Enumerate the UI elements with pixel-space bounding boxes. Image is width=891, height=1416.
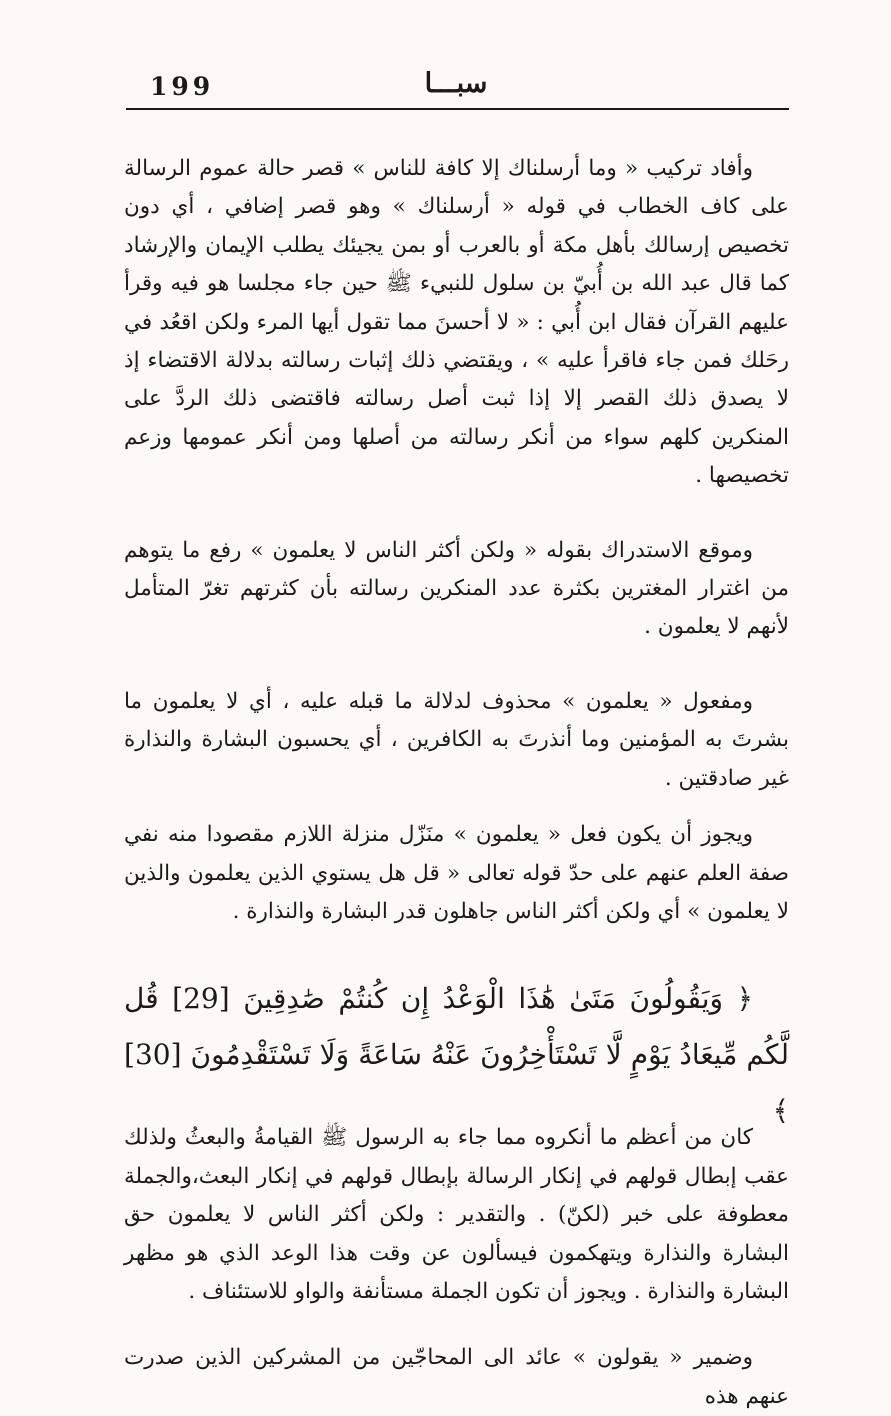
page-number: 199 <box>150 72 215 101</box>
paragraph-3: ومفعول « يعلمون » محذوف لدلالة ما قبله عليه ، أي لا يعلمون ما بشرتَ به المؤمنين وما أنذرتَ به الكافرين ، أي يحسبون البشارة والنذارة غير صادقتين . <box>124 688 789 791</box>
surah-title: سبـــا <box>424 68 488 99</box>
page-header <box>126 66 786 110</box>
paragraph-4: ويجوز أن يكون فعل « يعلمون » منَزّل منزلة اللازم مقصودا منه نفي صفة العلم عنهم على حدّ قوله تعالى « قل هل يستوي الذين يعلمون والذين لا يعلمون » أي ولكن أكثر الناس جاهلون قدر البشارة والنذارة . <box>124 822 789 924</box>
paragraph-1: وأفاد تركيب « وما أرسلناك إلا كافة للناس » قصر حالة عموم الرسالة على كاف الخطاب في قوله « أرسلناك » وهو قصر إضافي ، أي دون تخصيص إرسالك بأهل مكة أو بالعرب أو بمن يجيئك يطلب الإيمان والإرشاد كما قال عبد الله بن أُبيّ بن سلول للنبيء ﷺ حين جاء مجلسا هو فيه وقرأ عليهم القرآن فقال ابن أُبي : « لا أحسنَ مما تقول أيها المرء ولكن اقعُد في رحَلك فمن جاء فاقرأ عليه » ، ويقتضي ذلك إثبات رسالته بدلالة الاقتضاء إذ لا يصدق ذلك القصر إلا إذا ثبت أصل رسالته فاقتضى ذلك الردَّ على المنكرين كلهم سواء من أنكر رسالته من أصلها ومن أنكر عمومها وزعم تخصيصها . <box>124 156 789 489</box>
quran-verse: ﴿ وَيَقُولُونَ مَتَىٰ هَٰذَا الْوَعْدُ إِن كُنتُمْ صَٰدِقِينَ [29] قُل لَّكُم مِّيعَادُ يَوْمٍ لَّا تَسْتَأْخِرُونَ عَنْهُ سَاعَةً وَلَا تَسْتَقْدِمُونَ [30] ﴾ <box>124 982 789 1128</box>
paragraph-6: وضمير « يقولون » عائد الى المحاجّين من المشركين الذين صدرت عنهم هذه <box>124 1345 789 1409</box>
quran-verse-block <box>124 967 789 1128</box>
header-divider <box>126 108 789 110</box>
paragraph-5: كان من أعظم ما أنكروه مما جاء به الرسول ﷺ القيامةُ والبعثُ ولذلك عقب إبطال قولهم في إنكار الرسالة بإبطال قولهم في إنكار البعث،والجملة معطوفة على خبر (لكنّ) . والتقدير : ولكن أكثر الناس لا يعلمون حق البشارة والنذارة ويتهكمون فيسألون عن وقت هذا الوعد الذي هو مظهر البشارة والنذارة . ويجوز أن تكون الجملة مستأنفة والواو للاستئناف . <box>124 1125 789 1304</box>
page-body <box>124 150 789 1416</box>
paragraph-2: وموقع الاستدراك بقوله « ولكن أكثر الناس لا يعلمون » رفع ما يتوهم من اغترار المغترين بكثرة عدد المنكرين رسالته بأن كثرتهم تغرّ المتأمل لأنهم لا يعلمون . <box>124 537 789 640</box>
